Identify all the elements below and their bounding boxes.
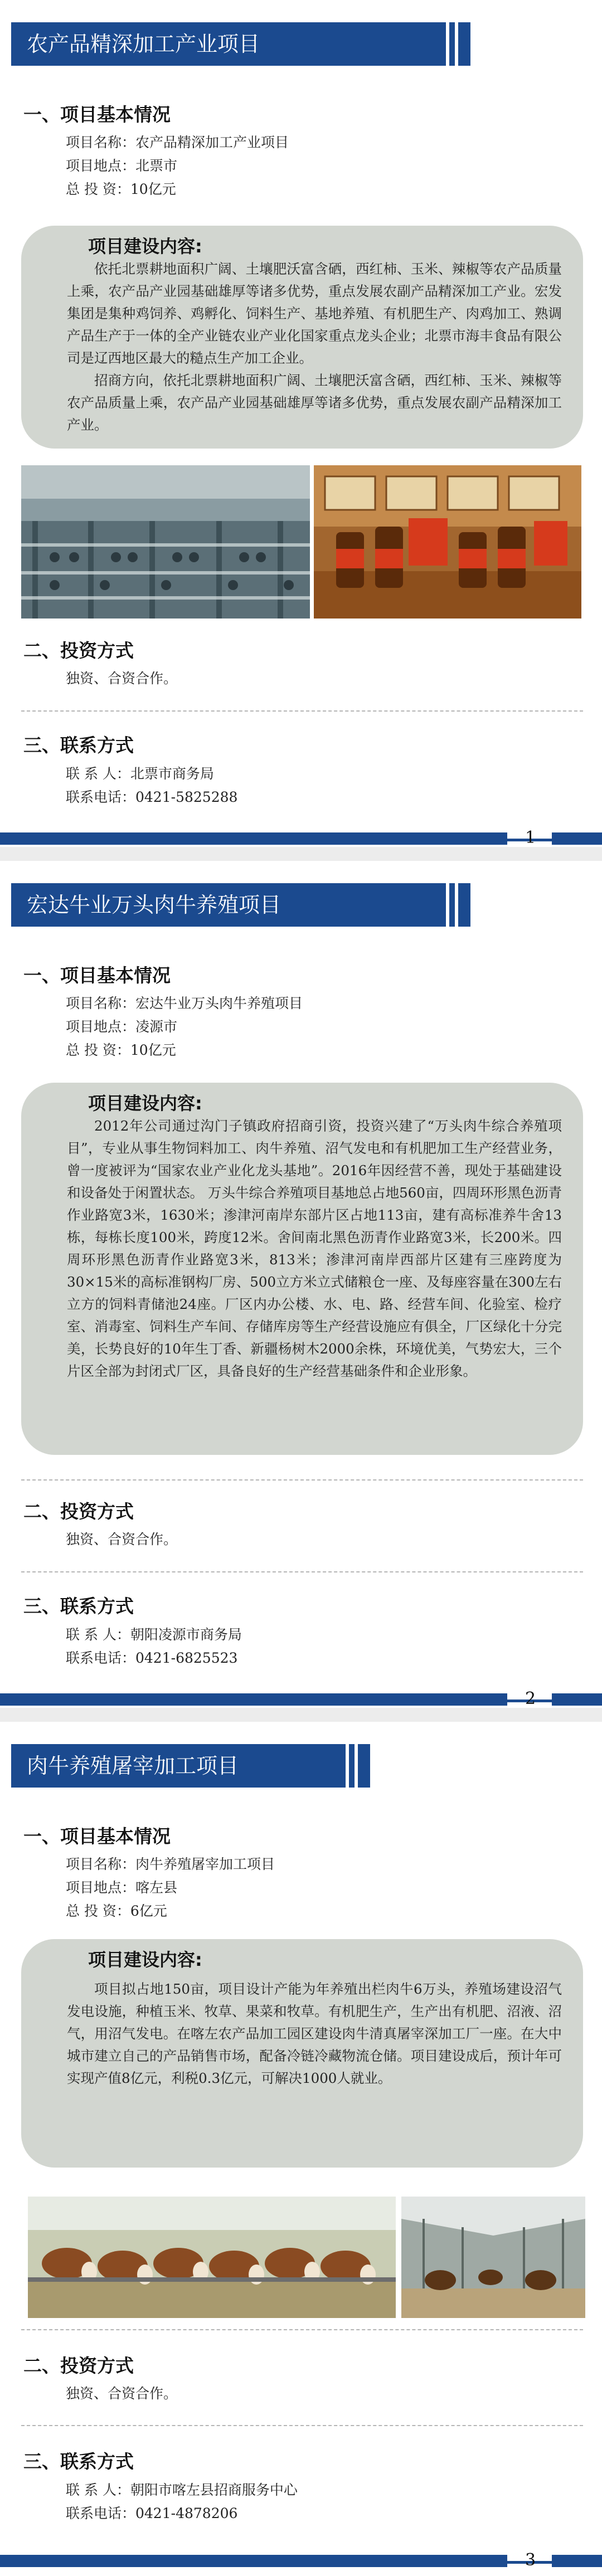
section-heading: 二、投资方式: [23, 640, 134, 661]
project-info: [66, 1853, 275, 1923]
divider: [21, 1479, 583, 1481]
section-heading: 一、项目基本情况: [23, 965, 171, 986]
title-accent: [358, 1744, 370, 1788]
content-box: [21, 1083, 583, 1455]
box-text: [67, 258, 562, 436]
contact-phone: 联系电话：0421-5825288: [66, 789, 238, 805]
contact-info: [66, 762, 237, 809]
invest-mode: 独资、合资合作。: [66, 2385, 178, 2402]
product-photo: [314, 465, 581, 619]
footer-block: [0, 1693, 507, 1706]
section-heading: 三、联系方式: [23, 1595, 134, 1617]
title-accent: [449, 22, 455, 66]
page-title: 农产品精深加工产业项目: [11, 22, 446, 66]
divider: [21, 1571, 583, 1572]
footer-block: [552, 1693, 602, 1706]
project-page-1: [0, 0, 602, 847]
content-paragraph: 依托北票耕地面积广阔、土壤肥沃富含硒，西红柿、玉米、辣椒等农产品质量上乘，农产品产业园基础雄厚等诸多优势，重点发展农副产品精深加工产业。宏发集团是集种鸡饲养、鸡孵化、饲料生产、基地养殖、有机肥生产、肉鸡加工、熟调产品生产于一体的全产业链农业产业化国家重点龙头企业；北票市海丰食品有限公司是辽西地区最大的糙点生产加工企业。: [67, 261, 562, 366]
box-title: 项目建设内容:: [88, 236, 202, 257]
invest-mode: 独资、合资合作。: [66, 1531, 178, 1547]
page-number: 3: [525, 2550, 536, 2570]
factory-photo: [21, 465, 310, 619]
content-paragraph: 招商方向，依托北票耕地面积广阔、土壤肥沃富含硒，西红柿、玉米、辣椒等农产品质量上乘，农产品产业园基础雄厚等诸多优势，重点发展农副产品精深加工产业。: [67, 372, 562, 433]
section-heading: 三、联系方式: [23, 2451, 134, 2472]
content-paragraph: 2012年公司通过沟门子镇政府招商引资，投资兴建了“万头肉牛综合养殖项目”，专业从事生物饲料加工、肉牛养殖、沼气发电和有机肥加工生产经营业务，曾一度被评为“国家农业产业化龙头基地”。2016年因经营不善，现处于基础建设和设备处于闲置状态。 万头牛综合养殖项目基地总占地560亩，四周环形黑色沥青作业路宽3米，1630米；渗津河南岸东部片区占地113亩，建有高标准养牛舍13栋，每栋长度100米，跨度12米。舍间南北黑色沥青作业路宽3米，长200米。四周环形黑色沥青作业路宽3米，813米；渗津河南岸西部片区建有三座跨度为30×15米的高标准钢构厂房、500立方米立式储粮仓一座、及每座容量在300左右立方的饲料青储池24座。厂区内办公楼、水、电、路、经营车间、化验室、检疗室、消毒室、饲料生产车间、存储库房等生产经营设施应有俱全，厂区绿化十分完美，长势良好的10年生丁香、新疆杨树木2000余株，环境优美，气势宏大，三个片区全部为封闭式厂区，具备良好的生产经营基础条件和企业形象。: [67, 1118, 562, 1379]
divider: [21, 2329, 583, 2330]
section-heading: 二、投资方式: [23, 1501, 134, 1522]
project-investment: 总 投 资：10亿元: [66, 181, 176, 197]
barn-photo: [401, 2197, 585, 2318]
section-heading: 二、投资方式: [23, 2355, 134, 2377]
content-box: [21, 1939, 583, 2168]
content-box: [21, 226, 583, 449]
title-accent: [458, 883, 470, 927]
section-heading: 三、联系方式: [23, 734, 134, 756]
contact-phone: 联系电话：0421-6825523: [66, 1650, 238, 1666]
footer-block: [552, 832, 602, 845]
project-location: 项目地点：凌源市: [66, 1019, 178, 1035]
page-number: 2: [525, 1689, 536, 1708]
cattle-photo: [28, 2197, 396, 2318]
title-accent: [449, 883, 455, 927]
contact-person: 联 系 人：朝阳凌源市商务局: [66, 1627, 242, 1643]
box-title: 项目建设内容:: [88, 1949, 202, 1970]
project-page-2: [0, 861, 602, 1708]
project-investment: 总 投 资：6亿元: [66, 1903, 167, 1919]
box-text: [67, 1115, 562, 1382]
section-heading: 一、项目基本情况: [23, 1825, 171, 1847]
box-text: [67, 1978, 562, 2090]
title-accent: [349, 1744, 355, 1788]
page-title: 肉牛养殖屠宰加工项目: [11, 1744, 346, 1788]
box-title: 项目建设内容:: [88, 1093, 202, 1114]
contact-info: [66, 2478, 298, 2525]
project-name: 项目名称：农产品精深加工产业项目: [66, 134, 289, 150]
project-info: [66, 992, 303, 1062]
divider: [21, 2425, 583, 2426]
project-location: 项目地点：喀左县: [66, 1879, 178, 1896]
project-location: 项目地点：北票市: [66, 158, 178, 174]
contact-person: 联 系 人：北票市商务局: [66, 766, 214, 782]
divider: [21, 710, 583, 712]
content-paragraph: 项目拟占地150亩，项目设计产能为年养殖出栏肉牛6万头，养殖场建设沼气发电设施，种植玉米、牧草、果菜和牧草。有机肥生产，生产出有机肥、沼液、沼气，用沼气发电。在喀左农产品加工园区建设肉牛清真屠宰深加工厂一座。在大中城市建立自己的产品销售市场，配备冷链冷藏物流仓储。项目建设成后，预计年可实现产值8亿元，利税0.3亿元，可解决1000人就业。: [67, 1981, 562, 2086]
project-page-3: [0, 1722, 602, 2576]
project-name: 项目名称：宏达牛业万头肉牛养殖项目: [66, 995, 303, 1011]
title-accent: [458, 22, 470, 66]
section-heading: 一、项目基本情况: [23, 104, 171, 125]
footer-block: [0, 2555, 507, 2567]
project-name: 项目名称：肉牛养殖屠宰加工项目: [66, 1856, 275, 1872]
invest-mode: 独资、合资合作。: [66, 670, 178, 686]
project-info: [66, 131, 289, 201]
footer-block: [0, 832, 507, 845]
contact-info: [66, 1623, 242, 1670]
footer-block: [552, 2555, 602, 2567]
page-number: 1: [525, 828, 536, 847]
contact-person: 联 系 人：朝阳市喀左县招商服务中心: [66, 2482, 298, 2498]
page-title: 宏达牛业万头肉牛养殖项目: [11, 883, 446, 927]
project-investment: 总 投 资：10亿元: [66, 1042, 176, 1058]
contact-phone: 联系电话：0421-4878206: [66, 2505, 238, 2521]
